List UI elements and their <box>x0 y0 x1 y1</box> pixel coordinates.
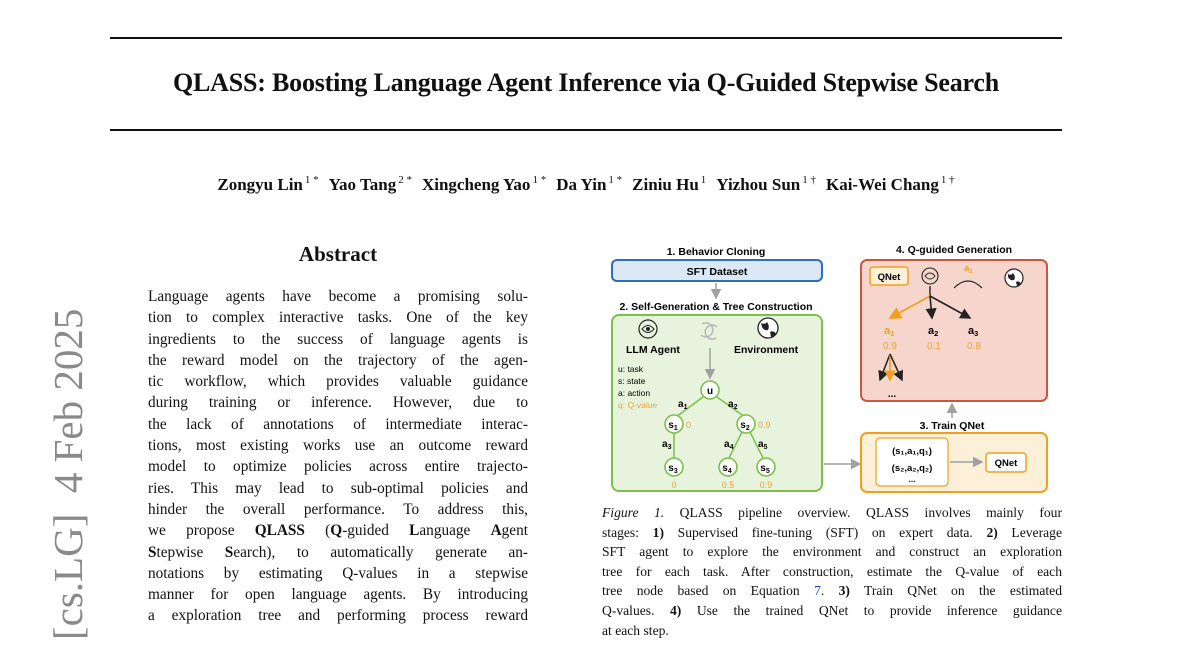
qvalue-s1: 0 <box>686 420 692 430</box>
abstract-line: during training or inference. However, due to <box>148 394 528 412</box>
abstract-line: Language agents have become a promising solu- <box>148 288 528 305</box>
svg-text:u: u <box>706 386 714 397</box>
abstract-body <box>148 286 528 627</box>
tree-node-u <box>701 381 719 399</box>
stage2-title: 2. Self-Generation & Tree Construction <box>619 301 813 313</box>
author-affiliation-marks: 1 * <box>532 174 547 186</box>
author-name: Da Yin $^{1 *}$ <box>556 174 623 194</box>
author-affiliation-marks: 1 * <box>608 174 623 186</box>
author-affiliation-marks: 1 † <box>940 174 955 186</box>
author-name: Xingcheng Yao $^{1 *}$ <box>421 174 547 194</box>
globe-icon-stage4 <box>1005 269 1023 287</box>
environment-label: Environment <box>734 344 799 356</box>
svg-text:s2: $s_2$ <box>740 420 750 432</box>
figure-caption <box>602 503 1062 640</box>
author-affiliation-marks: 1 * <box>304 174 319 186</box>
caption-line: Figure 1. QLASS pipeline overview. QLASS involves mainly four <box>602 505 1062 520</box>
qvalue-s4: 0.5 <box>721 480 735 490</box>
stage3-title: 3. Train QNet <box>919 420 985 432</box>
abstract-line: the reward model on the trajectory of the agen- <box>148 351 528 369</box>
qvalue-s2: 0.9 <box>758 420 771 430</box>
tree-node-s4 <box>719 458 737 476</box>
svg-text:s1: $s_1$ <box>668 420 678 432</box>
qlass-name: QLASS <box>254 522 305 540</box>
qlass-expansion-run: tepwise <box>156 543 225 561</box>
author-affiliation-marks: 2 * <box>398 174 412 186</box>
qlass-expansion-run: gent <box>501 522 528 540</box>
qvalue-s3: 0 <box>671 480 677 490</box>
abstract-text: we propose <box>148 522 255 540</box>
abstract-line: a exploration tree and performing process reward <box>148 607 528 625</box>
caption-line: tree node based on Equation 7. 3) Train QNet on the estimated <box>602 583 1063 599</box>
legend-qvalue: q: Q-value <box>618 400 658 410</box>
globe-icon <box>758 318 778 338</box>
author-name: Yizhou Sun $^{1 \dagger}$ <box>716 174 816 194</box>
abstract-line: tions, most existing works use an outcome reward <box>148 437 528 455</box>
legend-action: a: action <box>618 388 651 398</box>
action-a1: a1 <box>884 325 895 338</box>
qlass-expansion-run: earch), to automatically generate an- <box>233 543 528 561</box>
author-affiliation-marks: 1 † <box>802 174 816 186</box>
qlass-expansion-run: -guided <box>342 522 410 540</box>
arxiv-stamp: [cs.LG] 4 Feb 2025 <box>45 308 91 640</box>
edge-label-a4: $a_4$ <box>724 439 734 451</box>
abstract-line-qlass2 <box>148 542 528 563</box>
legend-state: s: state <box>618 376 646 386</box>
tree-node-s1 <box>665 415 683 433</box>
action-q2: 0.1 <box>927 341 941 352</box>
stage1-title: 1. Behavior Cloning <box>666 246 766 258</box>
abstract-line: ries. This may lead to sub-optimal policies and <box>148 479 528 497</box>
abstract-line: tic workflow, which provides valuable guidance <box>148 373 528 391</box>
caption-line: tree for each task. After construction, estimate the Q-value of each <box>602 563 1062 579</box>
action-q1: 0.9 <box>883 341 897 352</box>
caption-label: Figure 1. <box>602 505 665 520</box>
action-q3: 0.8 <box>967 341 981 352</box>
caption-line: at each step. <box>602 622 669 638</box>
edge-label-a5: $a_5$ <box>758 439 768 451</box>
pipeline-figure <box>590 240 1062 498</box>
qnet-label-stage3: QNet <box>994 458 1018 469</box>
author-name: Ziniu Hu $^1$ <box>632 174 707 194</box>
qlass-expansion-run: S <box>224 543 234 561</box>
qlass-expansion-run: S <box>148 543 157 561</box>
abstract-line-qlass <box>148 520 528 541</box>
paper-title: QLASS: Boosting Language Agent Inference via Q-Guided Stepwise Search <box>173 68 999 97</box>
action-a3: a3 <box>968 325 979 338</box>
top-action-label: $a_1$ <box>964 263 973 275</box>
stage4-dots: ... <box>887 389 897 400</box>
abstract-line: tion to complex interactive tasks. One of the key <box>148 309 528 327</box>
caption-line: Q-values. 4) Use the trained QNet to provide inference guidance <box>602 602 1063 618</box>
qlass-expansion-2 <box>148 544 528 561</box>
edge-label-a3: $a_3$ <box>662 439 672 451</box>
svg-text:s4: $s_4$ <box>722 463 732 475</box>
qnet-label-stage4: QNet <box>877 272 901 283</box>
author-name: Yao Tang $^{2 *}$ <box>328 174 412 194</box>
abstract-heading: Abstract <box>298 242 378 266</box>
edge-label-a1: $a_1$ <box>678 399 688 411</box>
action-a2: a2 <box>928 325 939 338</box>
abstract-line: ingredients to the success of language agents is <box>148 330 528 348</box>
abstract-line: notations by estimating Q-values in a stepwise <box>148 564 528 582</box>
stage4-title: 4. Q-guided Generation <box>895 244 1013 256</box>
tuple-2: (s₂,a₂,q₂) <box>891 463 933 474</box>
qlass-expansion-run: L <box>409 522 420 540</box>
top-rule <box>110 37 1062 39</box>
equation-link[interactable]: 7 <box>814 583 821 599</box>
svg-text:s5: $s_5$ <box>760 463 770 475</box>
caption-line: stages: 1) Supervised fine-tuning (SFT) on expert data. 2) Leverage <box>602 524 1062 540</box>
qlass-expansion-run: A <box>490 522 502 540</box>
qvalue-s5: 0.9 <box>759 480 773 490</box>
author-affiliation-marks: 1 <box>700 174 707 186</box>
qlass-expansion-run: anguage <box>419 522 491 540</box>
qlass-expansion <box>305 522 528 539</box>
tree-node-s3 <box>665 458 683 476</box>
llm-agent-label: LLM Agent <box>626 344 680 356</box>
abstract-line: model to optimize policies across entire trajecto- <box>148 458 528 476</box>
legend-task: u: task <box>618 364 644 374</box>
caption-line: SFT agent to explore the environment and construct an exploration <box>602 544 1062 560</box>
abstract-line: manner for open language agents. By introducing <box>148 586 528 604</box>
qlass-expansion-run: Q <box>330 522 343 540</box>
edge-label-a2: $a_2$ <box>728 399 738 411</box>
sft-dataset-label: SFT Dataset <box>686 266 748 278</box>
qlass-expansion-run: ( <box>304 522 331 540</box>
tree-node-s2 <box>737 415 755 433</box>
tuple-1: (s₁,a₁,q₁) <box>892 446 932 457</box>
author-name: Zongyu Lin $^{1 *}$ <box>217 174 319 194</box>
title-bottom-rule <box>110 129 1062 131</box>
tree-node-s5 <box>757 458 775 476</box>
author-list <box>110 174 1062 195</box>
abstract-line: the lack of annotations of intermediate interac- <box>148 415 528 433</box>
svg-text:s3: $s_3$ <box>668 463 678 475</box>
tuple-dots: ... <box>908 475 916 484</box>
author-name: Kai-Wei Chang $^{1 \dagger}$ <box>825 174 955 194</box>
abstract-line: hinder the overall performance. To address this, <box>148 500 528 518</box>
